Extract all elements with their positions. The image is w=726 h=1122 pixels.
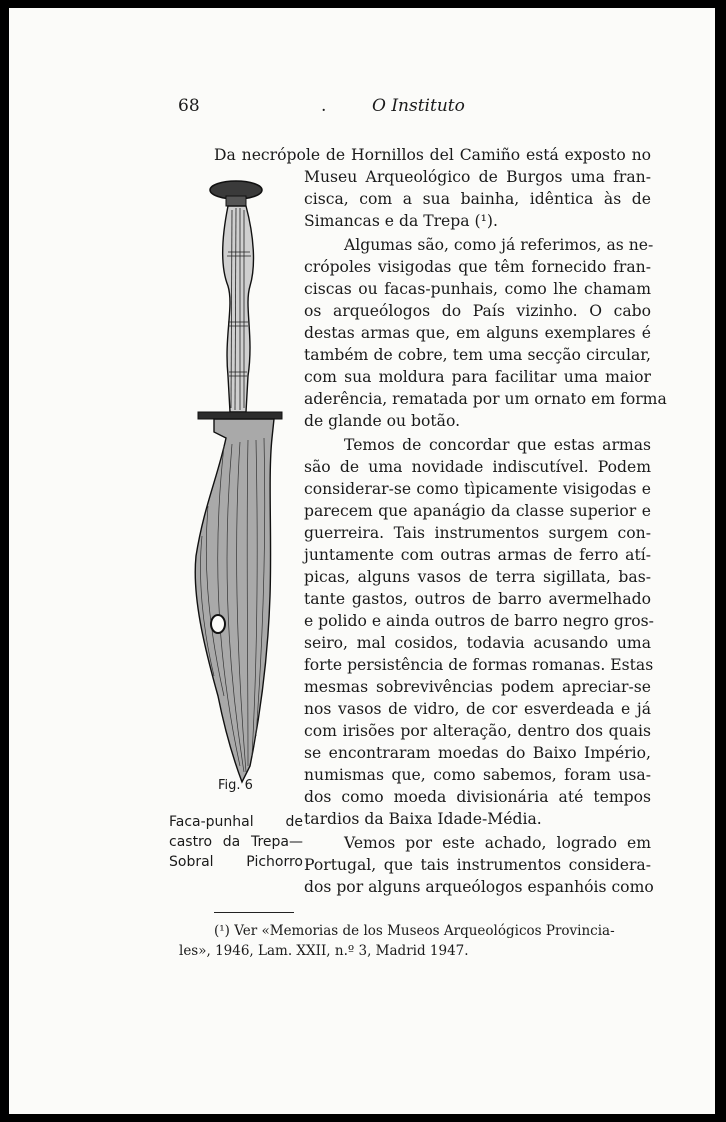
footnote-rule (214, 912, 294, 913)
text-line: guerreira. Tais instrumentos surgem con- (304, 524, 651, 542)
text-line: tardios da Baixa Idade-Média. (304, 810, 542, 828)
journal-title: O Instituto (372, 96, 465, 116)
figure-caption-line: castro da Trepa— (169, 834, 303, 850)
text-line: considerar-se como tìpicamente visigodas e (304, 480, 651, 498)
text-line: com sua moldura para facilitar uma maior (304, 368, 651, 386)
text-line: Da necrópole de Hornillos del Camiño está exposto no (214, 146, 651, 164)
text-line: numismas que, como sabemos, foram usa- (304, 766, 651, 784)
text-line: com irisões por alteração, dentro dos quais (304, 722, 651, 740)
page-number: 68 (178, 96, 200, 116)
text-line: seiro, mal cosidos, todavia acusando uma (304, 634, 651, 652)
text-line: cisca, com a sua bainha, idêntica às de (304, 190, 651, 208)
text-line: dos como moeda divisionária até tempos (304, 788, 651, 806)
text-line: se encontraram moedas do Baixo Império, (304, 744, 651, 762)
text-line: nos vasos de vidro, de cor esverdeada e já (304, 700, 651, 718)
text-line: Portugal, que tais instrumentos considera- (304, 856, 651, 874)
text-line: são de uma novidade indiscutível. Podem (304, 458, 651, 476)
text-line: dos por alguns arqueólogos espanhóis como (304, 878, 654, 896)
dagger-illustration (184, 176, 284, 786)
text-line: Algumas são, como já referimos, as ne- (344, 236, 654, 254)
figure-label: Fig. 6 (218, 778, 253, 793)
text-line: Simancas e da Trepa (¹). (304, 212, 498, 230)
text-line: mesmas sobrevivências podem apreciar-se (304, 678, 651, 696)
text-line: juntamente com outras armas de ferro atí- (304, 546, 651, 564)
text-line: de glande ou botão. (304, 412, 461, 430)
page (9, 8, 715, 1114)
text-line: crópoles visigodas que têm fornecido fran- (304, 258, 651, 276)
running-header (9, 96, 715, 120)
text-line: Temos de concordar que estas armas (344, 436, 651, 454)
text-line: Museu Arqueológico de Burgos uma fran- (304, 168, 651, 186)
text-line: picas, alguns vasos de terra sigillata, bas- (304, 568, 651, 586)
text-line: aderência, rematada por um ornato em forma (304, 390, 667, 408)
text-line: e polido e ainda outros de barro negro gros- (304, 612, 654, 630)
text-line: forte persistência de formas romanas. Estas (304, 656, 654, 674)
header-separator: . (321, 96, 327, 116)
text-line: parecem que apanágio da classe superior e (304, 502, 651, 520)
text-line: Vemos por este achado, logrado em (344, 834, 651, 852)
footnote-line: les», 1946, Lam. XXII, n.º 3, Madrid 1947. (179, 943, 469, 959)
text-line: tante gastos, outros de barro avermelhado (304, 590, 651, 608)
figure-caption-line: Faca-punhal de (169, 814, 303, 830)
text-line: os arqueólogos do País vizinho. O cabo (304, 302, 651, 320)
text-line: ciscas ou facas-punhais, como lhe chamam (304, 280, 651, 298)
footnote-line: (¹) Ver «Memorias de los Museos Arqueológicos Provincia- (214, 923, 615, 939)
text-line: também de cobre, tem uma secção circular, (304, 346, 651, 364)
text-line: destas armas que, em alguns exemplares é (304, 324, 651, 342)
figure-caption-line: Sobral Pichorro (169, 854, 303, 870)
